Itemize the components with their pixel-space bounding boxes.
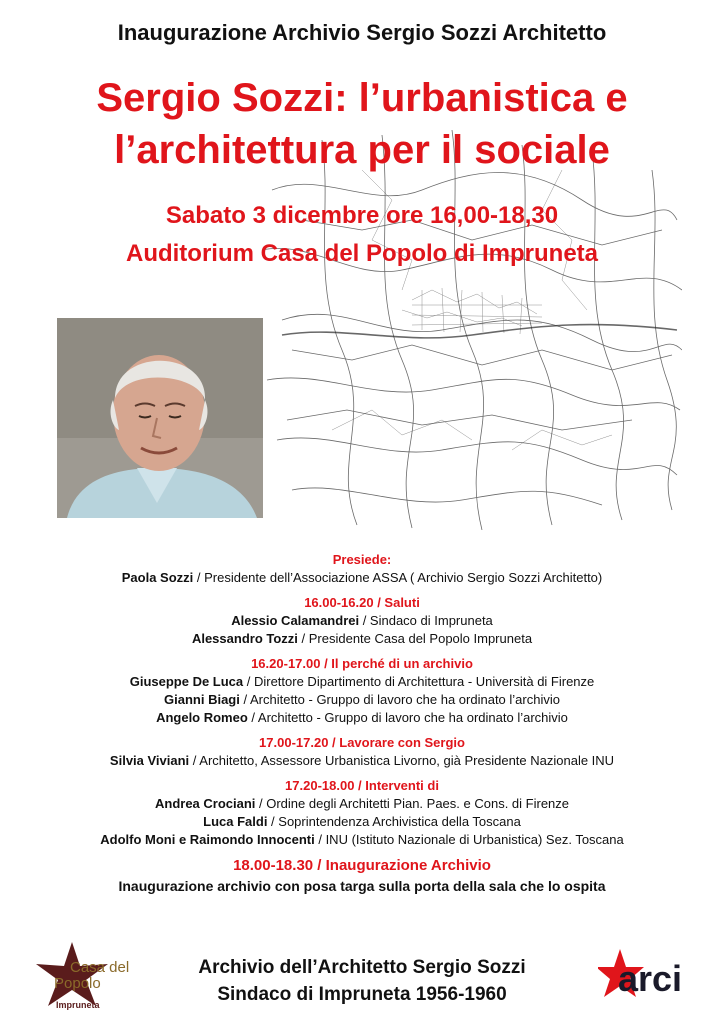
casa-del-popolo-star-logo [32,940,142,1012]
final-block [0,856,724,896]
person-role: / Architetto - Gruppo di lavoro che ha ordinato l’archivio [247,710,568,725]
session-block [0,734,724,770]
final-heading: 18.00-18.30 / Inaugurazione Archivio [233,857,491,874]
person-name: Adolfo Moni e Raimondo Innocenti [100,832,315,847]
arci-star-logo [598,945,698,1015]
person-name: Paola Sozzi [121,570,194,585]
speaker-line [0,673,724,691]
person-name: Alessandro Tozzi [191,631,298,646]
speaker-line [0,709,724,727]
session-heading: 16.20-17.00 / Il perché di un archivio [251,656,473,671]
person-name: Angelo Romeo [156,710,248,725]
final-text: Inaugurazione archivio con posa targa sulla porta della sala che lo ospita [118,878,606,894]
person-name: Luca Faldi [203,814,268,829]
speaker-line [0,752,724,770]
presiede-label: Presiede: [332,552,392,567]
footer-text [160,954,564,1008]
session-block [0,777,724,849]
event-date-time: Sabato 3 dicembre ore 16,00-18,30 [165,202,559,229]
portrait-photo [57,318,263,518]
person-role: / Architetto - Gruppo di lavoro che ha ordinato l’archivio [239,692,560,707]
person-role: / Sindaco di Impruneta [359,613,493,628]
speaker-line [0,831,724,849]
person-role: / Ordine degli Architetti Pian. Paes. e Cons. di Firenze [255,796,570,811]
program [0,551,724,903]
person-name: Silvia Viviani [109,753,190,768]
speaker-line [0,795,724,813]
session-heading: 16.00-16.20 / Saluti [304,595,420,610]
person-role: / Direttore Dipartimento di Architettura - Università di Firenze [243,674,595,689]
speaker-line [0,691,724,709]
logo-left-line3: Impruneta [56,1000,100,1010]
person-name: Andrea Crociani [154,796,256,811]
person-name: Giuseppe De Luca [129,674,244,689]
person-role: / Presidente dell’Associazione ASSA ( Archivio Sergio Sozzi Architetto) [193,570,603,585]
speaker-line [0,630,724,648]
logo-left-line2: Popolo [54,975,101,992]
speaker-line [0,813,724,831]
footer-line-2: Sindaco di Impruneta 1956-1960 [217,984,507,1005]
person-role: / Architetto, Assessore Urbanistica Livorno, già Presidente Nazionale INU [189,753,615,768]
footer-line-1: Archivio dell’Architetto Sergio Sozzi [198,957,526,978]
logo-left-line1: Casa del [70,959,130,976]
person-role: / INU (Istituto Nazionale di Urbanistica) Sez. Toscana [314,832,624,847]
speaker-line [0,612,724,630]
presiede-block [0,551,724,587]
person-role: / Presidente Casa del Popolo Impruneta [297,631,533,646]
title-line-2: l’architettura per il sociale [114,128,610,172]
top-heading: Inaugurazione Archivio Sergio Sozzi Architetto [117,20,607,45]
logo-right-text: arci [618,958,683,999]
session-block [0,594,724,648]
session-heading: 17.20-18.00 / Interventi di [285,778,439,793]
event-venue: Auditorium Casa del Popolo di Impruneta [125,240,599,267]
person-name: Gianni Biagi [164,692,240,707]
session-heading: 17.00-17.20 / Lavorare con Sergio [259,735,465,750]
main-title [0,72,724,176]
person-role: / Soprintendenza Archivistica della Toscana [267,814,521,829]
presiede-line [0,569,724,587]
person-name: Alessio Calamandrei [231,613,360,628]
city-map-illustration [262,130,682,530]
title-line-1: Sergio Sozzi: l’urbanistica e [96,76,628,120]
session-block [0,655,724,727]
